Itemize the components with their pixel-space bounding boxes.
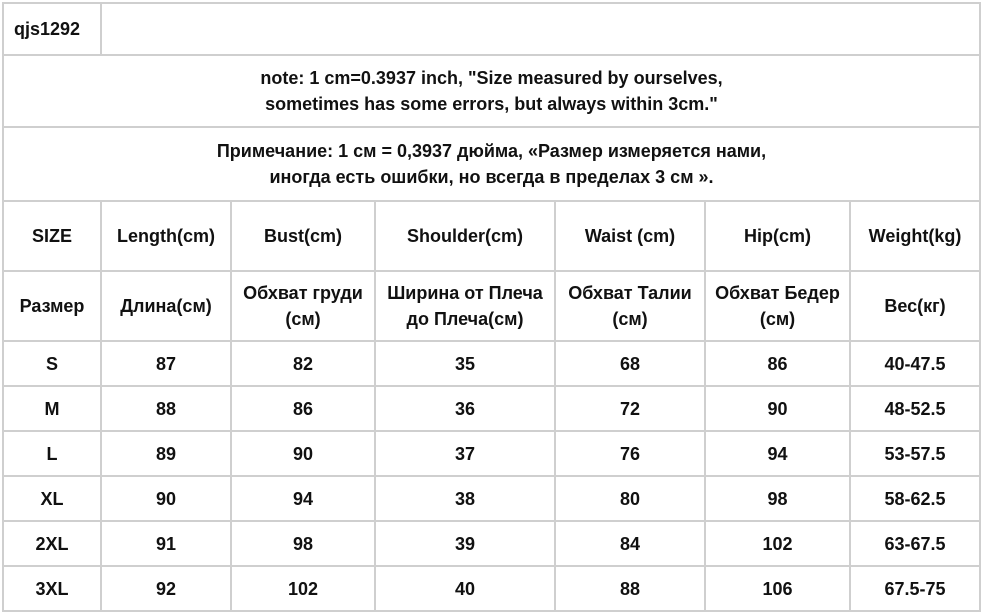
weight-cell: 48-52.5: [850, 386, 980, 431]
bust-cell: 102: [231, 566, 375, 611]
length-cell: 89: [101, 431, 231, 476]
hip-cell: 86: [705, 341, 850, 386]
bust-cell: 98: [231, 521, 375, 566]
shoulder-cell: 39: [375, 521, 555, 566]
weight-cell: 58-62.5: [850, 476, 980, 521]
shoulder-cell: 40: [375, 566, 555, 611]
table-row: [3, 431, 980, 476]
table-row: [3, 386, 980, 431]
header-ru-shoulder: Ширина от Плеча до Плеча(см): [375, 271, 555, 341]
header-en-length: Length(cm): [101, 201, 231, 271]
shoulder-cell: 37: [375, 431, 555, 476]
weight-cell: 53-57.5: [850, 431, 980, 476]
header-en-hip: Hip(cm): [705, 201, 850, 271]
size-cell: 2XL: [3, 521, 101, 566]
header-en-row: [3, 201, 980, 271]
size-cell: M: [3, 386, 101, 431]
hip-cell: 106: [705, 566, 850, 611]
length-cell: 91: [101, 521, 231, 566]
waist-cell: 80: [555, 476, 705, 521]
header-en-bust: Bust(cm): [231, 201, 375, 271]
weight-cell: 67.5-75: [850, 566, 980, 611]
table-row: [3, 476, 980, 521]
hip-cell: 94: [705, 431, 850, 476]
note-en-row: [3, 55, 980, 127]
length-cell: 87: [101, 341, 231, 386]
bust-cell: 82: [231, 341, 375, 386]
header-ru-row: [3, 271, 980, 341]
model-blank-cell: [101, 3, 980, 55]
note-en: [3, 55, 980, 127]
waist-cell: 84: [555, 521, 705, 566]
hip-cell: 102: [705, 521, 850, 566]
header-ru-bust: Обхват груди (см): [231, 271, 375, 341]
waist-cell: 88: [555, 566, 705, 611]
weight-cell: 40-47.5: [850, 341, 980, 386]
note-ru-line2: иногда есть ошибки, но всегда в пределах 3 см ».: [269, 167, 714, 187]
shoulder-cell: 38: [375, 476, 555, 521]
header-ru-length: Длина(см): [101, 271, 231, 341]
size-cell: S: [3, 341, 101, 386]
note-en-line2: sometimes has some errors, but always within 3cm.": [265, 94, 718, 114]
table-row: [3, 341, 980, 386]
waist-cell: 72: [555, 386, 705, 431]
header-en-size: SIZE: [3, 201, 101, 271]
waist-cell: 68: [555, 341, 705, 386]
weight-cell: 63-67.5: [850, 521, 980, 566]
note-ru-line1: Примечание: 1 см = 0,3937 дюйма, «Размер измеряется нами,: [216, 141, 767, 161]
bust-cell: 86: [231, 386, 375, 431]
header-en-shoulder: Shoulder(cm): [375, 201, 555, 271]
note-ru-row: [3, 127, 980, 201]
hip-cell: 90: [705, 386, 850, 431]
model-code: qjs1292: [3, 3, 101, 55]
header-ru-waist: Обхват Талии (см): [555, 271, 705, 341]
shoulder-cell: 35: [375, 341, 555, 386]
size-cell: XL: [3, 476, 101, 521]
size-cell: 3XL: [3, 566, 101, 611]
length-cell: 88: [101, 386, 231, 431]
note-en-line1: note: 1 cm=0.3937 inch, "Size measured by ourselves,: [260, 68, 723, 88]
waist-cell: 76: [555, 431, 705, 476]
table-row: [3, 521, 980, 566]
hip-cell: 98: [705, 476, 850, 521]
bust-cell: 90: [231, 431, 375, 476]
header-en-waist: Waist (cm): [555, 201, 705, 271]
bust-cell: 94: [231, 476, 375, 521]
model-row: [3, 3, 980, 55]
size-chart-table: [2, 2, 981, 612]
table-row: [3, 566, 980, 611]
note-ru: [3, 127, 980, 201]
header-en-weight: Weight(kg): [850, 201, 980, 271]
size-cell: L: [3, 431, 101, 476]
header-ru-size: Размер: [3, 271, 101, 341]
header-ru-weight: Вес(кг): [850, 271, 980, 341]
shoulder-cell: 36: [375, 386, 555, 431]
length-cell: 90: [101, 476, 231, 521]
length-cell: 92: [101, 566, 231, 611]
header-ru-hip: Обхват Бедер (см): [705, 271, 850, 341]
